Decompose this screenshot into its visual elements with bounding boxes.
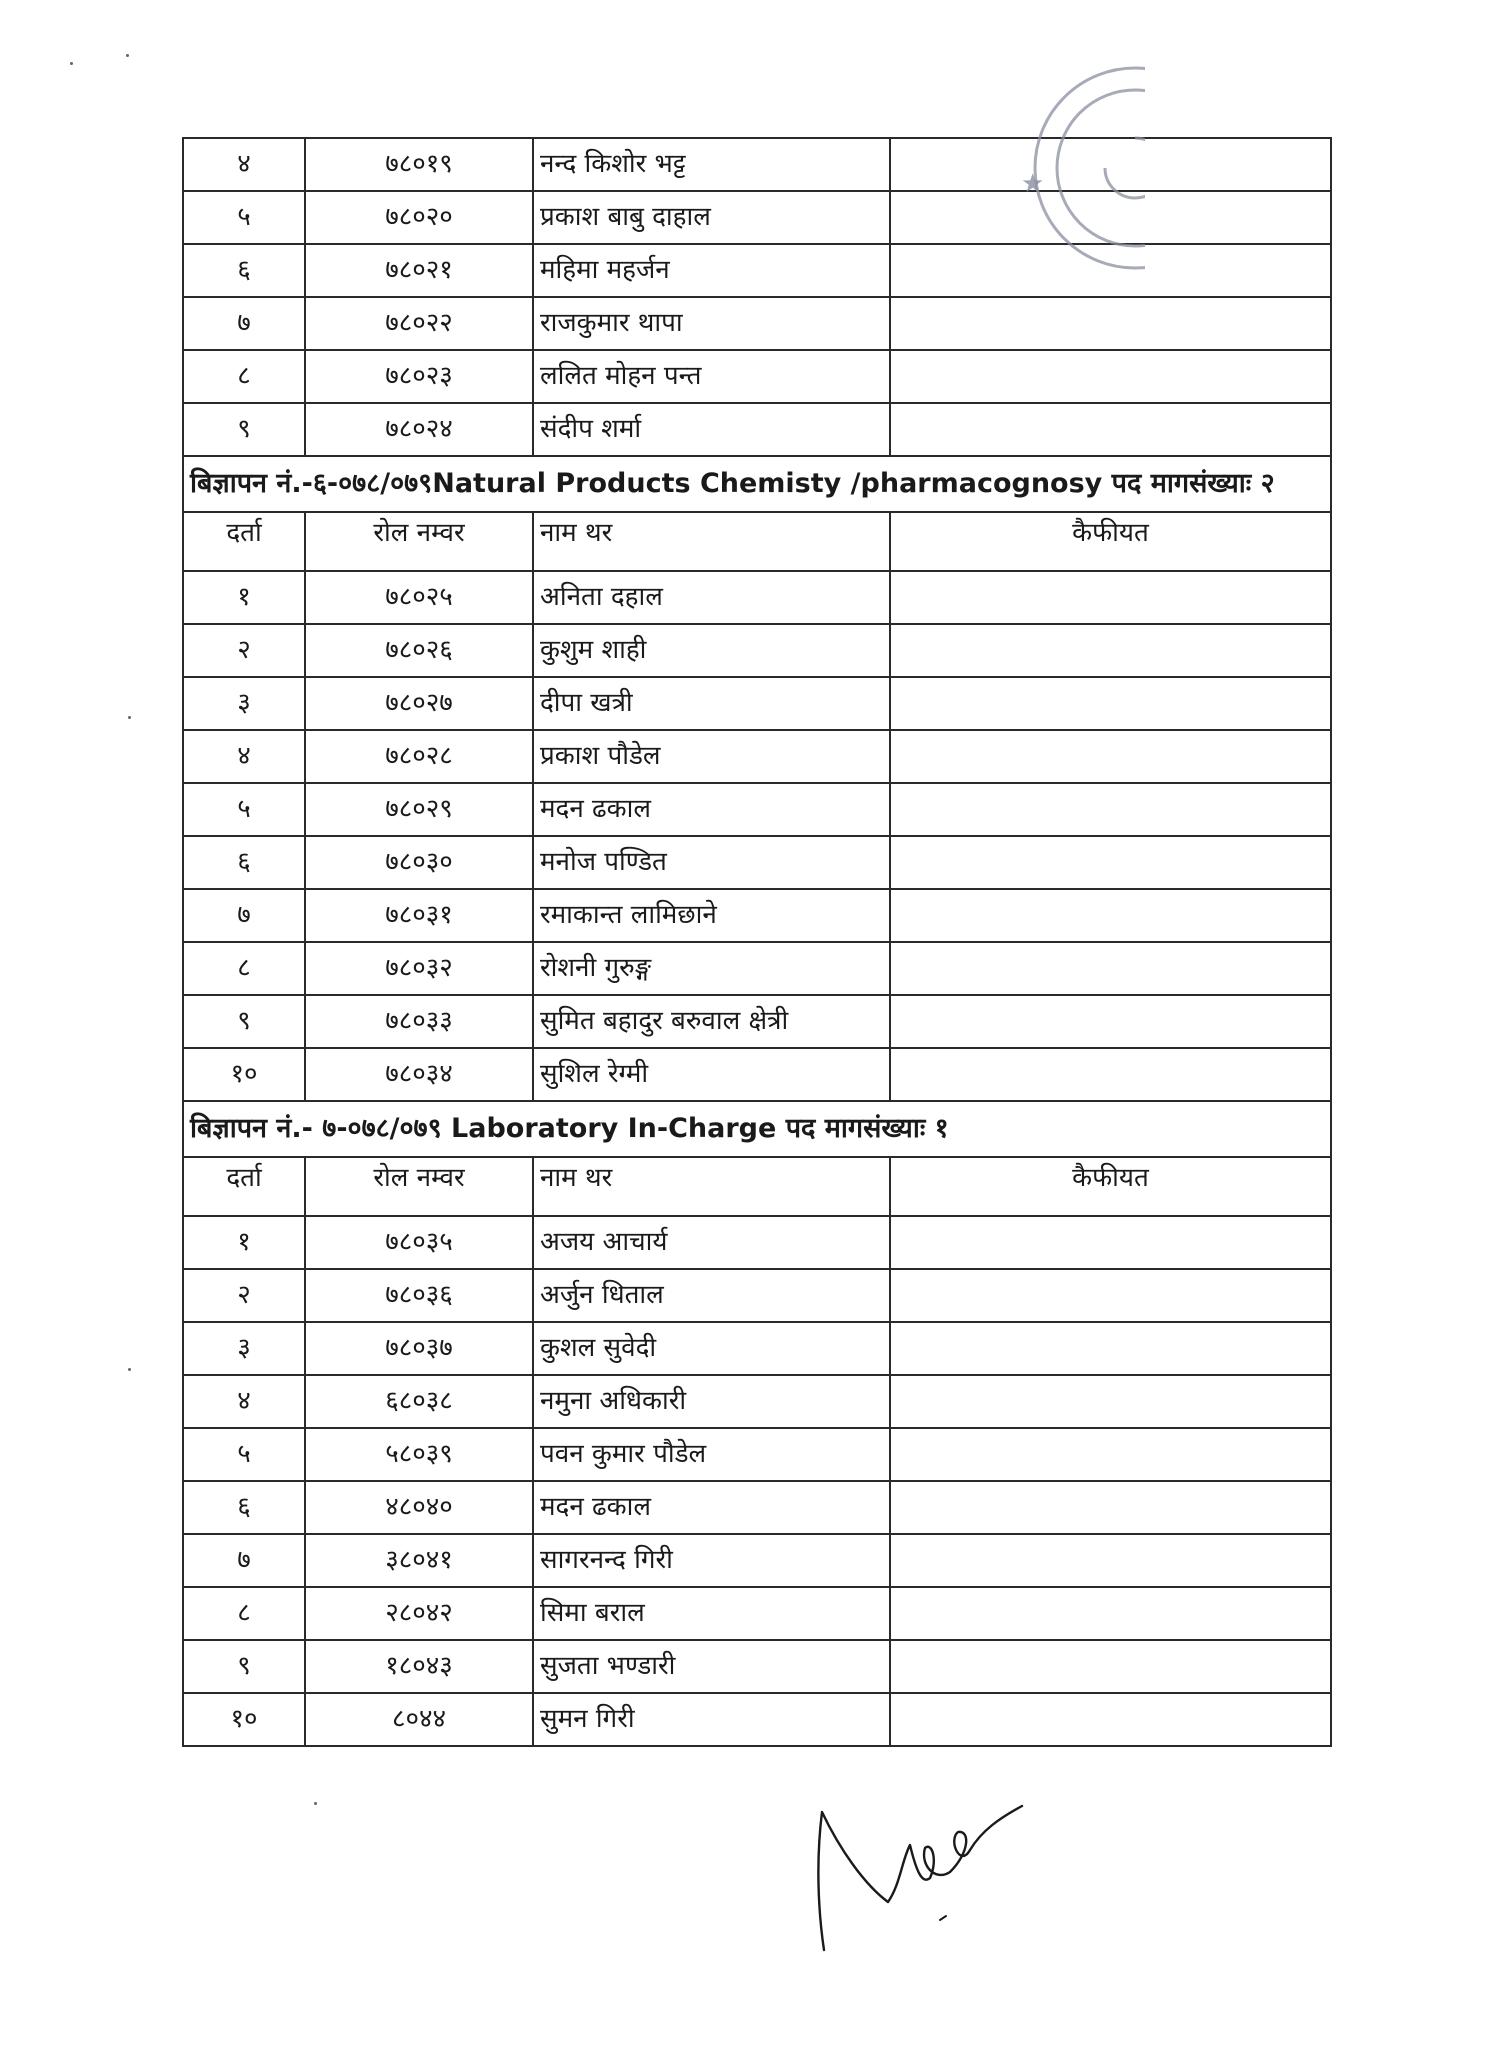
candidate-name: कुशल सुवेदी: [533, 1322, 890, 1375]
remarks-cell: [890, 995, 1331, 1048]
roll-number: ७८०१९: [305, 138, 533, 191]
table-row: [183, 1428, 1331, 1481]
remarks-cell: [890, 836, 1331, 889]
remarks-cell: [890, 571, 1331, 624]
remarks-cell: [890, 783, 1331, 836]
candidate-name: सुशिल रेग्मी: [533, 1048, 890, 1101]
roll-number: ७८०३०: [305, 836, 533, 889]
candidate-name: नमुना अधिकारी: [533, 1375, 890, 1428]
candidate-name: अर्जुन धिताल: [533, 1269, 890, 1322]
candidate-name: पवन कुमार पौडेल: [533, 1428, 890, 1481]
roll-number: ४८०४०: [305, 1481, 533, 1534]
remarks-cell: [890, 1375, 1331, 1428]
scan-speck: [128, 716, 131, 719]
remarks-cell: [890, 1322, 1331, 1375]
serial-number: ६: [183, 244, 305, 297]
candidate-name: नन्द किशोर भट्ट: [533, 138, 890, 191]
candidate-name: प्रकाश बाबु दाहाल: [533, 191, 890, 244]
roll-number: ७८०२९: [305, 783, 533, 836]
column-header-roll: रोल नम्वर: [305, 1157, 533, 1216]
serial-number: २: [183, 624, 305, 677]
table-row: [183, 1640, 1331, 1693]
candidate-name: दीपा खत्री: [533, 677, 890, 730]
remarks-cell: [890, 350, 1331, 403]
roll-number: ६८०३८: [305, 1375, 533, 1428]
section-heading-row: [183, 1101, 1331, 1157]
table-row: [183, 138, 1331, 191]
candidate-name: अजय आचार्य: [533, 1216, 890, 1269]
table-row: [183, 1587, 1331, 1640]
serial-number: ९: [183, 403, 305, 456]
column-header-remarks: कैफीयत: [890, 1157, 1331, 1216]
column-header-remarks: कैफीयत: [890, 512, 1331, 571]
advertisement-heading: बिज्ञापन नं.-६-०७८/०७९Natural Products Chemisty /pharmacognosy पद मागसंख्याः २: [183, 456, 1331, 512]
remarks-cell: [890, 624, 1331, 677]
candidate-name: राजकुमार थापा: [533, 297, 890, 350]
roll-number: ७८०३६: [305, 1269, 533, 1322]
column-header-name: नाम थर: [533, 1157, 890, 1216]
table-row: [183, 191, 1331, 244]
serial-number: ७: [183, 1534, 305, 1587]
candidate-name: रमाकान्त लामिछाने: [533, 889, 890, 942]
serial-number: ४: [183, 730, 305, 783]
table-row: [183, 1375, 1331, 1428]
table-row: [183, 889, 1331, 942]
remarks-cell: [890, 889, 1331, 942]
serial-number: ३: [183, 1322, 305, 1375]
serial-number: १: [183, 571, 305, 624]
table-header-row: [183, 1157, 1331, 1216]
candidate-name: सागरनन्द गिरी: [533, 1534, 890, 1587]
column-header-roll: रोल नम्वर: [305, 512, 533, 571]
table-row: [183, 1216, 1331, 1269]
roll-number: ७८०३५: [305, 1216, 533, 1269]
scan-speck: [128, 1368, 131, 1371]
column-header-serial: दर्ता: [183, 512, 305, 571]
serial-number: ५: [183, 783, 305, 836]
serial-number: ५: [183, 191, 305, 244]
table-row: [183, 836, 1331, 889]
candidate-table: [182, 137, 1332, 1747]
serial-number: ८: [183, 350, 305, 403]
serial-number: ६: [183, 836, 305, 889]
roll-number: ७८०३७: [305, 1322, 533, 1375]
roll-number: ७८०३३: [305, 995, 533, 1048]
table-row: [183, 730, 1331, 783]
table-row: [183, 1322, 1331, 1375]
serial-number: १०: [183, 1693, 305, 1746]
roll-number: १८०४३: [305, 1640, 533, 1693]
table-row: [183, 1481, 1331, 1534]
table-row: [183, 571, 1331, 624]
table-row: [183, 677, 1331, 730]
serial-number: ८: [183, 942, 305, 995]
serial-number: २: [183, 1269, 305, 1322]
roll-number: ७८०३२: [305, 942, 533, 995]
serial-number: ९: [183, 995, 305, 1048]
candidate-name: सिमा बराल: [533, 1587, 890, 1640]
candidate-name: प्रकाश पौडेल: [533, 730, 890, 783]
serial-number: ६: [183, 1481, 305, 1534]
section-heading-row: [183, 456, 1331, 512]
roll-number: ३८०४१: [305, 1534, 533, 1587]
table-row: [183, 1048, 1331, 1101]
roll-number: ७८०२४: [305, 403, 533, 456]
serial-number: १: [183, 1216, 305, 1269]
candidate-name: मदन ढकाल: [533, 783, 890, 836]
remarks-cell: [890, 1216, 1331, 1269]
remarks-cell: [890, 297, 1331, 350]
remarks-cell: [890, 1048, 1331, 1101]
table-row: [183, 403, 1331, 456]
table-row: [183, 350, 1331, 403]
serial-number: ४: [183, 1375, 305, 1428]
candidate-name: रोशनी गुरुङ्ग: [533, 942, 890, 995]
serial-number: ८: [183, 1587, 305, 1640]
serial-number: ५: [183, 1428, 305, 1481]
table-header-row: [183, 512, 1331, 571]
candidate-name: मनोज पण्डित: [533, 836, 890, 889]
roll-number: ७८०२२: [305, 297, 533, 350]
candidate-name: मदन ढकाल: [533, 1481, 890, 1534]
remarks-cell: [890, 1640, 1331, 1693]
roll-number: ७८०२५: [305, 571, 533, 624]
table-row: [183, 783, 1331, 836]
candidate-name: सुमित बहादुर बरुवाल क्षेत्री: [533, 995, 890, 1048]
candidate-name: महिमा महर्जन: [533, 244, 890, 297]
remarks-cell: [890, 942, 1331, 995]
roll-number: ७८०३१: [305, 889, 533, 942]
table-row: [183, 995, 1331, 1048]
remarks-cell: [890, 1481, 1331, 1534]
candidate-name: संदीप शर्मा: [533, 403, 890, 456]
table-row: [183, 1534, 1331, 1587]
roll-number: ७८०२३: [305, 350, 533, 403]
table-row: [183, 1693, 1331, 1746]
candidate-name: कुशुम शाही: [533, 624, 890, 677]
table-row: [183, 1269, 1331, 1322]
candidate-name: सुमन गिरी: [533, 1693, 890, 1746]
roll-number: ७८०२१: [305, 244, 533, 297]
serial-number: ३: [183, 677, 305, 730]
roll-number: २८०४२: [305, 1587, 533, 1640]
roll-number: ८०४४: [305, 1693, 533, 1746]
roll-number: ७८०२८: [305, 730, 533, 783]
remarks-cell: [890, 1587, 1331, 1640]
table-row: [183, 297, 1331, 350]
roll-number: ७८०२७: [305, 677, 533, 730]
candidate-name: ललित मोहन पन्त: [533, 350, 890, 403]
serial-number: ४: [183, 138, 305, 191]
advertisement-heading: बिज्ञापन नं.- ७-०७८/०७९ Laboratory In-Charge पद मागसंख्याः १: [183, 1101, 1331, 1157]
roll-number: ७८०३४: [305, 1048, 533, 1101]
scan-speck: [314, 1802, 317, 1805]
svg-text:★: ★: [1021, 169, 1045, 199]
remarks-cell: [890, 730, 1331, 783]
serial-number: १०: [183, 1048, 305, 1101]
remarks-cell: [890, 1534, 1331, 1587]
remarks-cell: [890, 1693, 1331, 1746]
column-header-name: नाम थर: [533, 512, 890, 571]
remarks-cell: [890, 403, 1331, 456]
table-row: [183, 244, 1331, 297]
roll-number: ५८०३९: [305, 1428, 533, 1481]
serial-number: ७: [183, 297, 305, 350]
remarks-cell: [890, 1428, 1331, 1481]
scan-speck: [70, 62, 73, 65]
serial-number: ७: [183, 889, 305, 942]
roll-number: ७८०२६: [305, 624, 533, 677]
serial-number: ९: [183, 1640, 305, 1693]
remarks-cell: [890, 1269, 1331, 1322]
table-row: [183, 942, 1331, 995]
signature: [810, 1790, 1030, 1960]
candidate-name: सुजता भण्डारी: [533, 1640, 890, 1693]
candidate-name: अनिता दहाल: [533, 571, 890, 624]
table-row: [183, 624, 1331, 677]
roll-number: ७८०२०: [305, 191, 533, 244]
remarks-cell: [890, 677, 1331, 730]
university-stamp: [985, 58, 1145, 278]
scan-speck: [126, 54, 129, 57]
column-header-serial: दर्ता: [183, 1157, 305, 1216]
